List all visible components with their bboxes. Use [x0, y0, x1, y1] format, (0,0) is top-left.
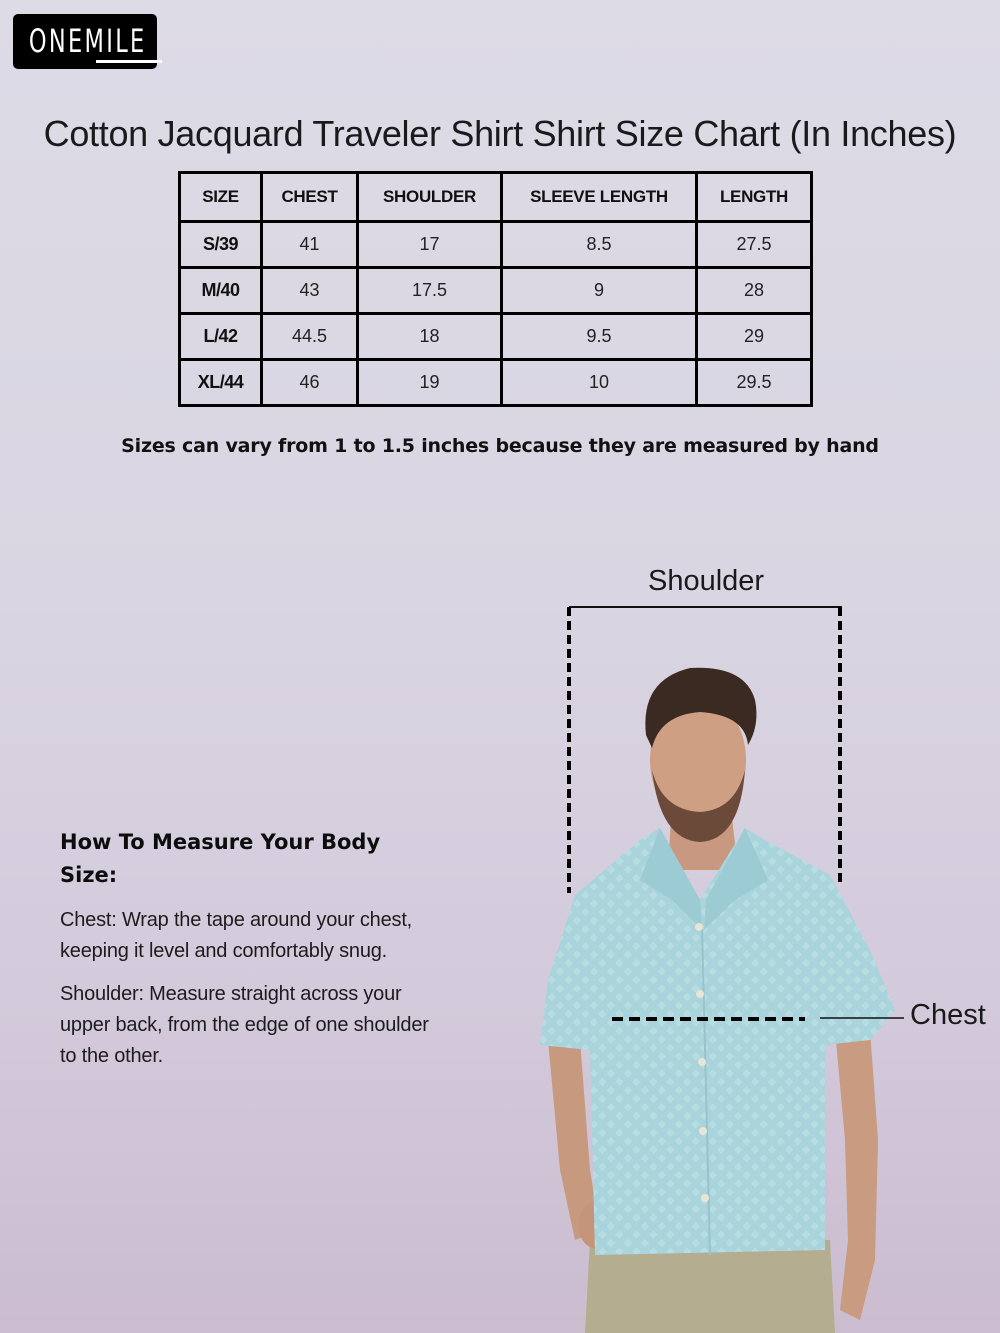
- chest-label: Chest: [910, 999, 986, 1031]
- cell-size: L/42: [180, 314, 262, 360]
- page-title: Cotton Jacquard Traveler Shirt Shirt Size Chart (In Inches): [43, 113, 957, 154]
- header-length: LENGTH: [697, 173, 812, 222]
- cell-sleeve-length: 9: [502, 268, 697, 314]
- cell-sleeve-length: 10: [502, 360, 697, 406]
- shirt-button: [695, 923, 703, 931]
- shoulder-instruction: Shoulder: Measure straight across your upper back, from the edge of one shoulder to the other.: [60, 983, 429, 1067]
- cell-chest: 44.5: [262, 314, 358, 360]
- logo-text: ONEMILE: [28, 22, 147, 60]
- cell-length: 28: [697, 268, 812, 314]
- shirt-button: [701, 1194, 709, 1202]
- cell-length: 29.5: [697, 360, 812, 406]
- chest-instruction: Chest: Wrap the tape around your chest, keeping it level and comfortably snug.: [60, 909, 413, 962]
- header-size: SIZE: [180, 173, 262, 222]
- cell-size: S/39: [180, 222, 262, 268]
- shirt-button: [699, 1127, 707, 1135]
- cell-shoulder: 18: [358, 314, 502, 360]
- cell-size: M/40: [180, 268, 262, 314]
- shirt-button: [696, 990, 704, 998]
- cell-size: XL/44: [180, 360, 262, 406]
- cell-shoulder: 17.5: [358, 268, 502, 314]
- cell-chest: 41: [262, 222, 358, 268]
- measurement-note: Sizes can vary from 1 to 1.5 inches because they are measured by hand: [121, 435, 879, 457]
- shoulder-label: Shoulder: [648, 565, 765, 597]
- cell-shoulder: 19: [358, 360, 502, 406]
- header-sleeve-length: SLEEVE LENGTH: [502, 173, 697, 222]
- how-to-measure-heading: How To Measure Your Body Size:: [60, 830, 381, 887]
- header-chest: CHEST: [262, 173, 358, 222]
- cell-length: 29: [697, 314, 812, 360]
- cell-chest: 43: [262, 268, 358, 314]
- cell-chest: 46: [262, 360, 358, 406]
- shirt-button: [698, 1058, 706, 1066]
- cell-length: 27.5: [697, 222, 812, 268]
- cell-shoulder: 17: [358, 222, 502, 268]
- header-shoulder: SHOULDER: [358, 173, 502, 222]
- right-arm: [835, 1030, 878, 1320]
- cell-sleeve-length: 9.5: [502, 314, 697, 360]
- cell-sleeve-length: 8.5: [502, 222, 697, 268]
